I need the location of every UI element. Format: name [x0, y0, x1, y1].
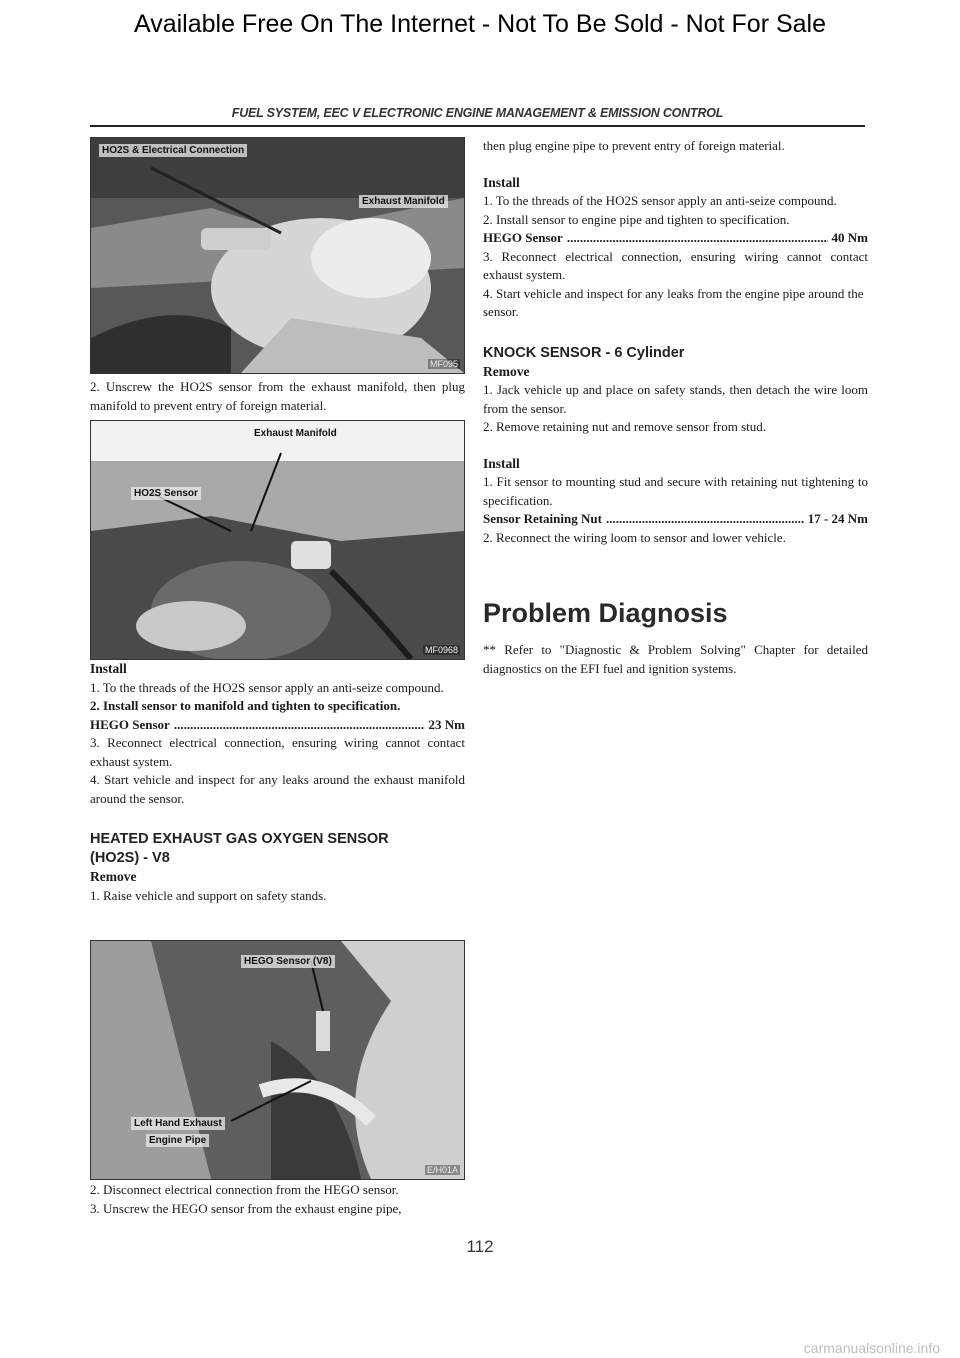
hego-v8-section-title: HEATED EXHAUST GAS OXYGEN SENSOR [90, 831, 389, 847]
photo-ho2s-connection [90, 137, 465, 374]
photo1-label-manifold: Exhaust Manifold [359, 195, 448, 208]
right-spec-nut-label: Sensor Retaining Nut [483, 511, 602, 526]
problem-diagnosis-title: Problem Diagnosis [483, 598, 728, 628]
right-spec-hego [483, 229, 868, 248]
watermark-banner: Available Free On The Internet - Not To Be Sold - Not For Sale [133, 10, 827, 38]
left-spec-dots [174, 716, 425, 735]
left-column-middle [90, 660, 465, 905]
photo-exhaust-manifold-image [91, 421, 464, 659]
photo3-label-sensor: HEGO Sensor (V8) [241, 955, 335, 968]
left-install-step1: 1. To the threads of the HO2S sensor apply an anti-seize compound. [90, 679, 444, 695]
photo3-label-pipe: Engine Pipe [146, 1134, 209, 1147]
problem-diagnosis-text: ** Refer to "Diagnostic & Problem Solving" Chapter for detailed diagnostics on the EFI fuel and ignition systems. [483, 642, 868, 676]
right-remove-step1: 1. Jack vehicle up and place on safety stands, then detach the wire loom from the sensor. [483, 382, 868, 416]
photo-ho2s-connection-image [91, 138, 464, 373]
right-install-step2: 2. Install sensor to engine pipe and tighten to specification. [483, 211, 790, 227]
photo2-label-sensor: HO2S Sensor [131, 487, 201, 500]
left-remove-step2: 2. Disconnect electrical connection from the HEGO sensor. [90, 1182, 399, 1197]
right-spec-nut-value: 17 - 24 Nm [807, 511, 868, 526]
left-install-step2: 2. Install sensor to manifold and tighten to specification. [90, 698, 401, 713]
chapter-header: FUEL SYSTEM, EEC V ELECTRONIC ENGINE MANAGEMENT & EMISSION CONTROL [231, 106, 724, 120]
left-column-bottom [90, 1181, 465, 1218]
right-spec-dots [567, 229, 828, 248]
photo2-label-manifold: Exhaust Manifold [254, 428, 337, 439]
right-spec-hego-label: HEGO Sensor [483, 230, 563, 245]
left-remove-heading: Remove [90, 869, 137, 884]
page-number: 112 [466, 1237, 494, 1256]
left-install-heading: Install [90, 661, 127, 676]
left-remove-step3: 3. Unscrew the HEGO sensor from the exhaust engine pipe, [90, 1200, 402, 1216]
right-install-step1: 1. To the threads of the HO2S sensor apply an anti-seize compound. [483, 193, 837, 208]
photo-hego-v8 [90, 940, 465, 1180]
left-spec-hego [90, 716, 465, 735]
photo2-id: MF0968 [424, 645, 458, 655]
header-rule [90, 125, 865, 127]
left-spec-hego-value: 23 Nm [428, 716, 465, 732]
photo1-label-connection: HO2S & Electrical Connection [99, 144, 247, 157]
source-watermark: carmanualsonline.info [803, 1340, 940, 1356]
right-remove-step2: 2. Remove retaining nut and remove sensor from stud. [483, 419, 767, 434]
right-install-heading: Install [483, 174, 520, 190]
photo3-label-exhaust: Left Hand Exhaust [131, 1117, 225, 1130]
right-column [483, 137, 868, 678]
right-spec-hego-value: 40 Nm [831, 230, 868, 245]
right-knock-install-step2: 2. Reconnect the wiring loom to sensor and lower vehicle. [483, 529, 786, 545]
left-spec-hego-label: HEGO Sensor [90, 716, 170, 732]
right-install-step3: 3. Reconnect electrical connection, ensuring wiring cannot contact exhaust system. [483, 248, 868, 282]
left-install-step3: 3. Reconnect electrical connection, ensuring wiring cannot contact exhaust system. [90, 735, 465, 769]
knock-sensor-title: KNOCK SENSOR - 6 Cylinder [483, 344, 685, 361]
photo1-id: MF095 [429, 359, 458, 369]
photo3-id: E/H01A [426, 1165, 458, 1175]
right-spec-nut-dots [606, 510, 804, 529]
right-remove-heading: Remove [483, 363, 530, 379]
right-spec-retaining-nut [483, 510, 868, 529]
left-column-upper [90, 378, 465, 415]
right-install-heading-2: Install [483, 455, 520, 471]
right-install-step4: 4. Start vehicle and inspect for any leaks from the engine pipe around the sensor. [483, 285, 864, 319]
right-continuation: then plug engine pipe to prevent entry of foreign material. [483, 138, 785, 153]
left-step2-text: 2. Unscrew the HO2S sensor from the exhaust manifold, then plug manifold to prevent entry of foreign material. [90, 379, 465, 413]
right-knock-install-step1: 1. Fit sensor to mounting stud and secure with retaining nut tightening to specification. [483, 474, 868, 508]
left-remove-step1: 1. Raise vehicle and support on safety stands. [90, 887, 327, 903]
hego-v8-section-subtitle: (HO2S) - V8 [90, 850, 170, 866]
left-install-step4: 4. Start vehicle and inspect for any leaks around the exhaust manifold around the sensor. [90, 772, 465, 806]
photo-exhaust-manifold [90, 420, 465, 660]
